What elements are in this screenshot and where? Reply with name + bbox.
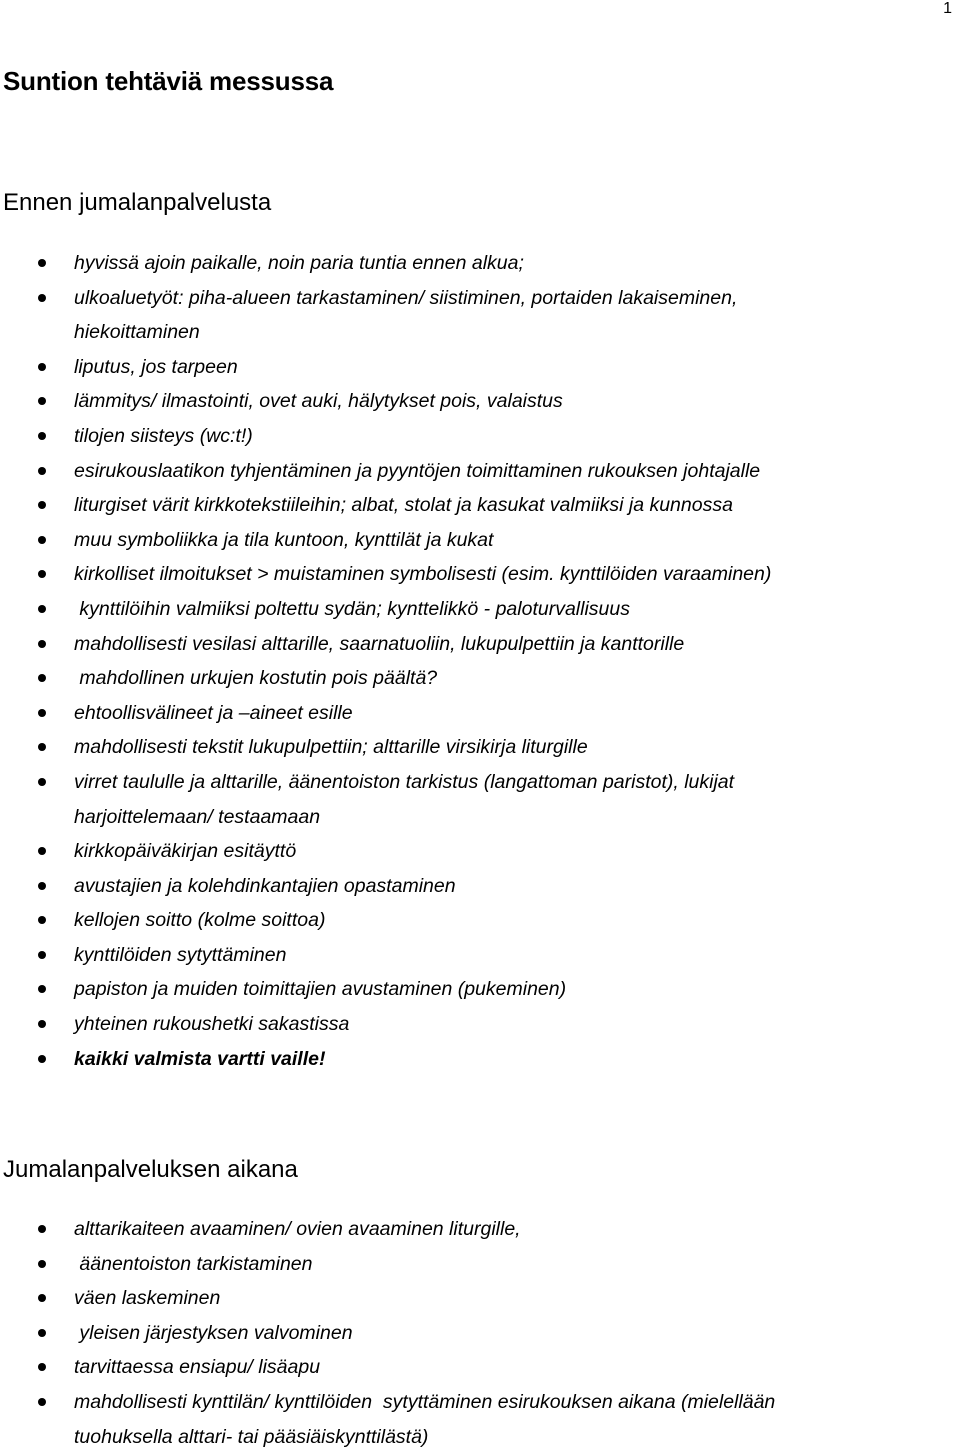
list-item [0, 696, 960, 731]
list-item [0, 661, 960, 696]
list-item-text: muu symboliikka ja tila kuntoon, kynttilät ja kukat [74, 528, 494, 551]
bullet-dot-icon [38, 294, 46, 302]
bullet-dot-icon [38, 1329, 46, 1337]
list-item-text: alttarikaiteen avaaminen/ ovien avaaminen liturgille, [74, 1218, 521, 1240]
list-item-text: kirkkopäiväkirjan esitäyttö [74, 840, 297, 863]
list-item-text: avustajien ja kolehdinkantajien opastaminen [74, 874, 456, 897]
bullet-dot-icon [38, 536, 46, 544]
page-number: 1 [943, 0, 952, 17]
list-item [0, 938, 960, 973]
bullet-dot-icon [38, 1398, 46, 1406]
list-item-text: kynttilöiden sytyttäminen [74, 943, 287, 966]
bullet-dot-icon [38, 570, 46, 578]
list-item [0, 1042, 960, 1077]
list-item [0, 592, 960, 627]
list-item [0, 419, 960, 454]
list-item [0, 523, 960, 558]
list-item [0, 1007, 960, 1042]
list-item [0, 1247, 960, 1282]
list-item-text: esirukouslaatikon tyhjentäminen ja pyyntöjen toimittaminen rukouksen johtajalle [74, 459, 761, 482]
bullet-dot-icon [38, 1294, 46, 1302]
bullet-dot-icon [38, 1055, 46, 1063]
bullet-dot-icon [38, 743, 46, 751]
list-item [0, 972, 960, 1007]
list-item [0, 627, 960, 662]
list-item-text: kellojen soitto (kolme soittoa) [74, 909, 326, 932]
list-item [0, 869, 960, 904]
bullet-dot-icon [38, 259, 46, 267]
list-item [0, 454, 960, 489]
bullet-dot-icon [38, 605, 46, 613]
bullet-dot-icon [38, 467, 46, 475]
list-item [0, 1385, 960, 1454]
bullet-dot-icon [38, 985, 46, 993]
list-item-text: hyvissä ajoin paikalle, noin paria tuntia ennen alkua; [74, 252, 524, 274]
bullet-dot-icon [38, 709, 46, 717]
list-item-text: mahdollisesti kynttilän/ kynttilöiden sytyttäminen esirukouksen aikana (mielellään [74, 1390, 776, 1413]
list-item-text: liturgiset värit kirkkotekstiileihin; albat, stolat ja kasukat valmiiksi ja kunnossa [74, 494, 733, 517]
list-item-text: tilojen siisteys (wc:t!) [74, 424, 253, 447]
list-item-text: liputus, jos tarpeen [74, 355, 238, 378]
list-item-text: äänentoiston tarkistaminen [74, 1252, 313, 1275]
section-heading-during-service: Jumalanpalveluksen aikana [3, 1156, 298, 1183]
list-item [0, 903, 960, 938]
list-item-text: kynttilöihin valmiiksi poltettu sydän; kynttelikkö - paloturvallisuus [74, 597, 630, 620]
bullet-dot-icon [38, 847, 46, 855]
list-item-continuation: hiekoittaminen [74, 321, 200, 344]
list-item-text: yhteinen rukoushetki sakastissa [74, 1013, 350, 1036]
document-title: Suntion tehtäviä messussa [3, 66, 334, 96]
list-item-text: ulkoaluetyöt: piha-alueen tarkastaminen/ siistiminen, portaiden lakaiseminen, [74, 286, 738, 309]
bullet-dot-icon [38, 501, 46, 509]
list-item [0, 1316, 960, 1351]
list-item-continuation: harjoittelemaan/ testaamaan [74, 805, 321, 828]
list-item-text: väen laskeminen [74, 1287, 221, 1310]
list-item-text: ehtoollisvälineet ja –aineet esille [74, 701, 353, 724]
list-item [0, 730, 960, 765]
bullet-dot-icon [38, 1225, 46, 1233]
list-item [0, 834, 960, 869]
task-list-before-service [0, 246, 960, 1076]
list-item [0, 281, 960, 350]
task-list-during-service [0, 1212, 960, 1454]
bullet-dot-icon [38, 778, 46, 786]
bullet-dot-icon [38, 1363, 46, 1371]
list-item-text: kirkolliset ilmoitukset > muistaminen symbolisesti (esim. kynttilöiden varaaminen) [74, 563, 772, 586]
bullet-dot-icon [38, 640, 46, 648]
bullet-dot-icon [38, 674, 46, 682]
list-item [0, 557, 960, 592]
bullet-dot-icon [38, 882, 46, 890]
bullet-dot-icon [38, 363, 46, 371]
section-heading-before-service: Ennen jumalanpalvelusta [3, 189, 272, 216]
bullet-dot-icon [38, 951, 46, 959]
list-item [0, 1281, 960, 1316]
list-item [0, 765, 960, 834]
list-item-text: kaikki valmista vartti vaille! [74, 1047, 326, 1070]
bullet-dot-icon [38, 1020, 46, 1028]
list-item-text: mahdollinen urkujen kostutin pois päältä? [74, 667, 438, 690]
list-item [0, 1350, 960, 1385]
list-item-continuation: tuohuksella alttari- tai pääsiäiskynttilästä) [74, 1425, 429, 1448]
bullet-dot-icon [38, 1260, 46, 1268]
bullet-dot-icon [38, 916, 46, 924]
list-item [0, 384, 960, 419]
list-item-text: papiston ja muiden toimittajien avustaminen (pukeminen) [74, 978, 567, 1001]
list-item-text: yleisen järjestyksen valvominen [74, 1321, 353, 1344]
list-item-text: tarvittaessa ensiapu/ lisäapu [74, 1356, 321, 1379]
list-item [0, 488, 960, 523]
bullet-dot-icon [38, 432, 46, 440]
list-item-text: virret taululle ja alttarille, äänentoiston tarkistus (langattoman paristot), lukijat [74, 770, 735, 793]
bullet-dot-icon [38, 397, 46, 405]
list-item [0, 350, 960, 385]
list-item [0, 1212, 960, 1247]
list-item-text: mahdollisesti vesilasi alttarille, saarnatuoliin, lukupulpettiin ja kanttorille [74, 632, 685, 655]
list-item [0, 246, 960, 281]
list-item-text: mahdollisesti tekstit lukupulpettiin; alttarille virsikirja liturgille [74, 736, 588, 759]
list-item-text: lämmitys/ ilmastointi, ovet auki, hälytykset pois, valaistus [74, 390, 563, 413]
